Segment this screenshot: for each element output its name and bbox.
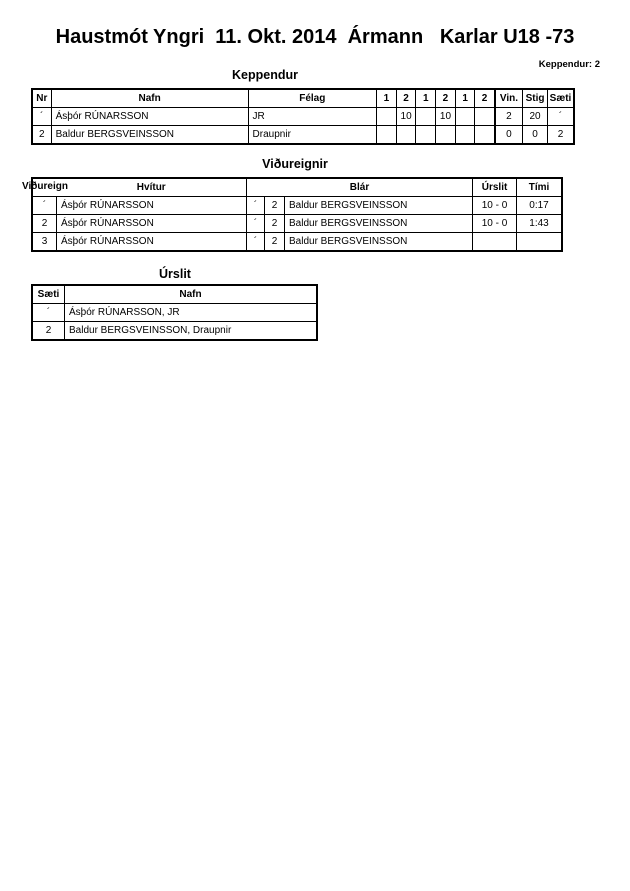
competitor-club: Draupnir xyxy=(248,126,377,144)
col-header: Nafn xyxy=(51,90,248,108)
table-row xyxy=(33,322,317,340)
competitor-place: 2 xyxy=(548,126,574,144)
col-header: Félag xyxy=(248,90,377,108)
results-heading: Úrslit xyxy=(159,267,191,281)
round-score xyxy=(436,126,456,144)
col-header: Nr xyxy=(33,90,52,108)
matches-header-row xyxy=(33,179,562,197)
match-blue-no: 2 xyxy=(265,215,285,233)
match-result: 10 - 0 xyxy=(473,215,517,233)
col-header: 2 xyxy=(436,90,456,108)
match-result xyxy=(473,233,517,251)
table-row xyxy=(33,233,562,251)
results-col-header: Nafn xyxy=(65,286,317,304)
match-white: Ásþór RÚNARSSON xyxy=(57,197,247,215)
round-score: 10 xyxy=(396,108,416,126)
table-row xyxy=(33,197,562,215)
competitor-nr: 2 xyxy=(33,126,52,144)
match-no: 3 xyxy=(33,233,57,251)
col-header: Vin. xyxy=(495,90,523,108)
competitor-count: Keppendur: 2 xyxy=(538,59,600,70)
competitor-points: 0 xyxy=(523,126,548,144)
match-blue: Baldur BERGSVEINSSON xyxy=(285,233,473,251)
table-row xyxy=(33,126,574,144)
col-header: 2 xyxy=(396,90,416,108)
match-col-header: Blár xyxy=(247,179,473,197)
matches-table xyxy=(32,178,562,251)
round-score: 10 xyxy=(436,108,456,126)
competitor-nr: ´ xyxy=(33,108,52,126)
competitor-name: Ásþór RÚNARSSON xyxy=(51,108,248,126)
round-score xyxy=(475,126,495,144)
match-time: 0:17 xyxy=(517,197,562,215)
match-blue-no: 2 xyxy=(265,233,285,251)
match-white-no: ´ xyxy=(247,233,265,251)
round-score xyxy=(396,126,416,144)
competitor-points: 20 xyxy=(523,108,548,126)
round-score xyxy=(416,108,436,126)
result-place: 2 xyxy=(33,322,65,340)
competitor-club: JR xyxy=(248,108,377,126)
match-col-spacer xyxy=(33,179,57,197)
results-header-row xyxy=(33,286,317,304)
page-title: Haustmót Yngri 11. Okt. 2014 Ármann Karlar U18 -73 xyxy=(55,26,575,48)
match-blue-no: 2 xyxy=(265,197,285,215)
match-white: Ásþór RÚNARSSON xyxy=(57,215,247,233)
round-score xyxy=(416,126,436,144)
match-col-header: Úrslit xyxy=(473,179,517,197)
competitor-place: ´ xyxy=(548,108,574,126)
match-white-no: ´ xyxy=(247,215,265,233)
col-header: 1 xyxy=(455,90,475,108)
match-col-header: Tími xyxy=(517,179,562,197)
table-row xyxy=(33,215,562,233)
col-header: Sæti xyxy=(548,90,574,108)
result-name: Ásþór RÚNARSSON, JR xyxy=(65,304,317,322)
results-col-header: Sæti xyxy=(33,286,65,304)
match-white-no: ´ xyxy=(247,197,265,215)
match-col-header: Viðureign xyxy=(22,181,68,192)
match-blue: Baldur BERGSVEINSSON xyxy=(285,215,473,233)
match-blue: Baldur BERGSVEINSSON xyxy=(285,197,473,215)
competitor-name: Baldur BERGSVEINSSON xyxy=(51,126,248,144)
match-result: 10 - 0 xyxy=(473,197,517,215)
match-time xyxy=(517,233,562,251)
results-table xyxy=(32,285,317,340)
result-name: Baldur BERGSVEINSSON, Draupnir xyxy=(65,322,317,340)
match-white: Ásþór RÚNARSSON xyxy=(57,233,247,251)
match-time: 1:43 xyxy=(517,215,562,233)
competitors-heading: Keppendur xyxy=(232,68,298,82)
col-header: Stig xyxy=(523,90,548,108)
round-score xyxy=(377,126,397,144)
competitors-table xyxy=(32,89,574,144)
table-row xyxy=(33,108,574,126)
col-header: 1 xyxy=(377,90,397,108)
match-no: ´ xyxy=(33,197,57,215)
table-row xyxy=(33,304,317,322)
matches-heading: Viðureignir xyxy=(262,157,328,171)
round-score xyxy=(455,126,475,144)
col-header: 1 xyxy=(416,90,436,108)
col-header: 2 xyxy=(475,90,495,108)
result-place: ´ xyxy=(33,304,65,322)
competitor-wins: 0 xyxy=(495,126,523,144)
match-col-header: Hvítur xyxy=(57,179,247,197)
match-no: 2 xyxy=(33,215,57,233)
round-score xyxy=(475,108,495,126)
round-score xyxy=(455,108,475,126)
competitor-wins: 2 xyxy=(495,108,523,126)
round-score xyxy=(377,108,397,126)
competitors-header-row xyxy=(33,90,574,108)
